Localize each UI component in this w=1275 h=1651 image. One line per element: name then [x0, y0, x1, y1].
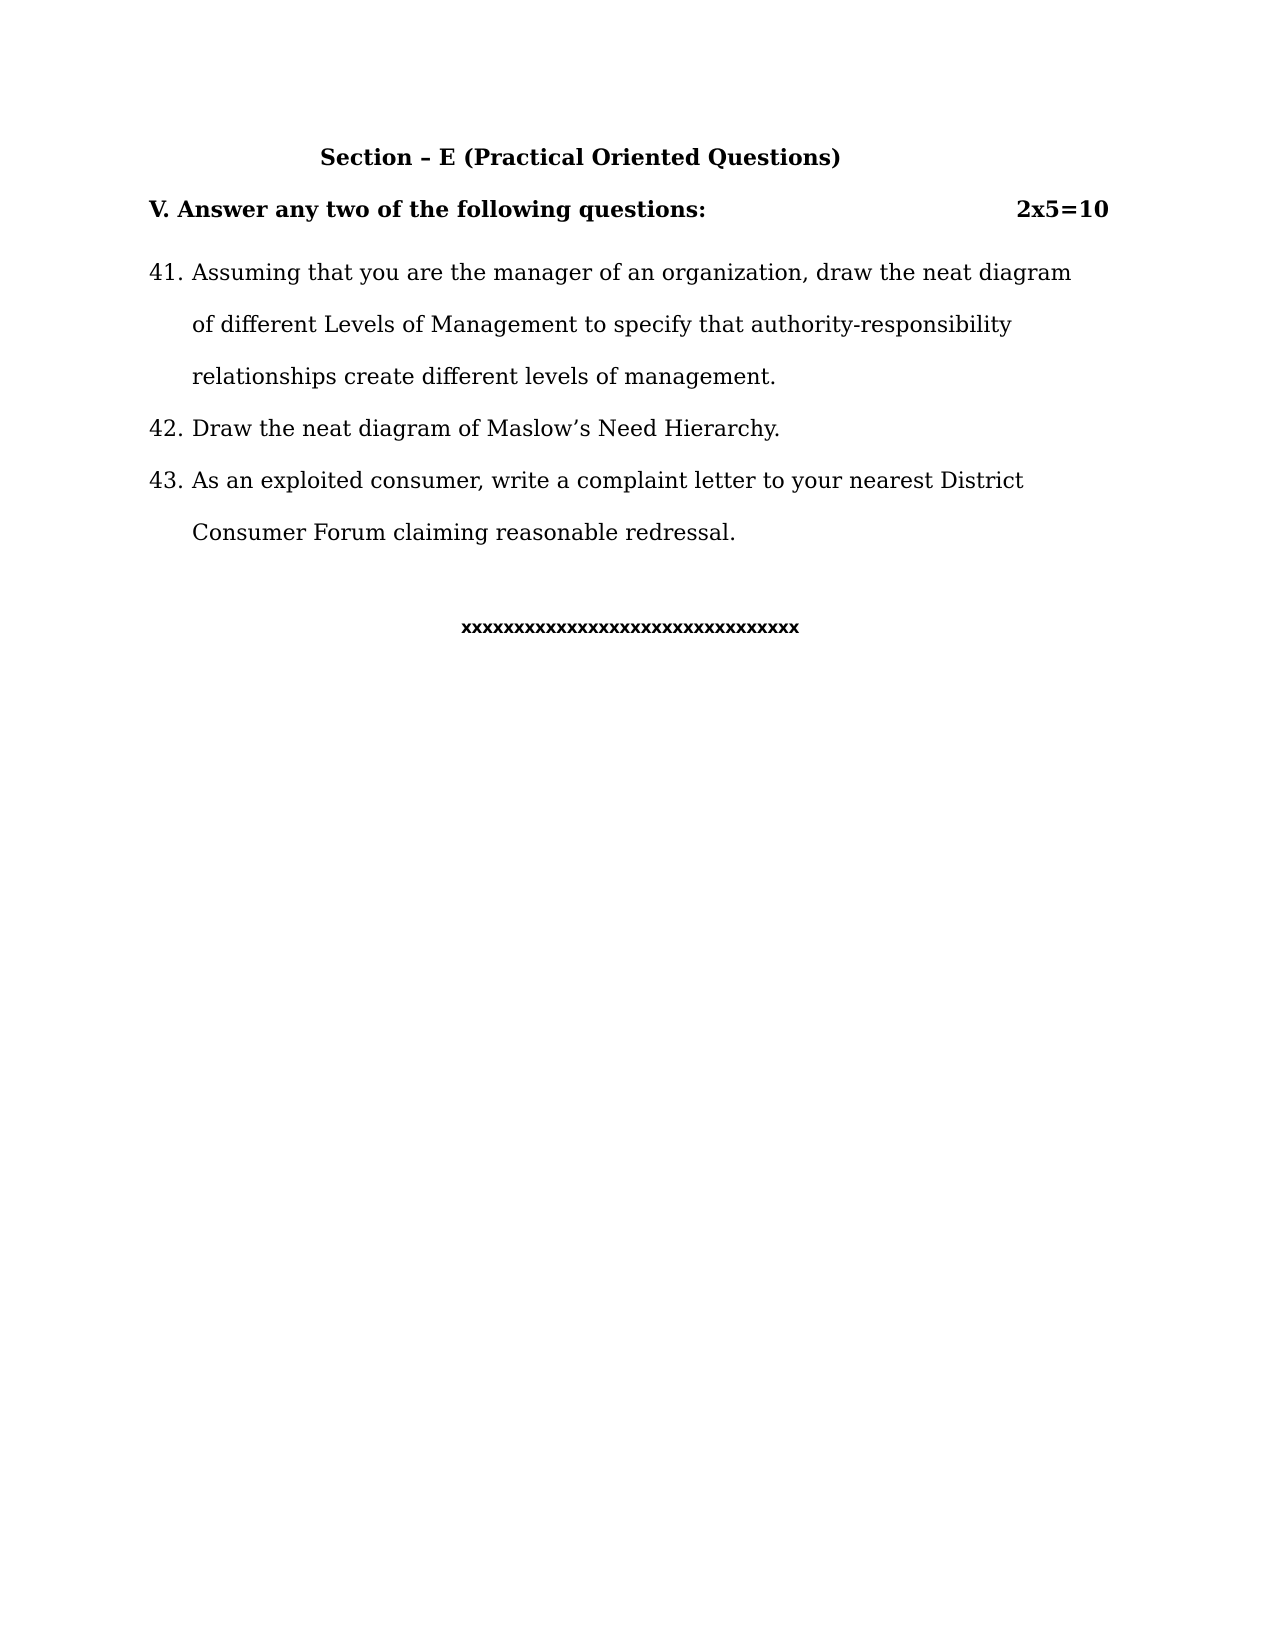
question-item [149, 248, 1089, 404]
end-of-paper-marker: xxxxxxxxxxxxxxxxxxxxxxxxxxxxxxxx [460, 618, 800, 638]
question-list [149, 248, 1089, 560]
question-text: Assuming that you are the manager of an organization, draw the neat diagram of different Levels of Management to specify that authority-responsibility relationships create different levels of management. [192, 261, 1072, 390]
instruction-text: V. Answer any two of the following questions: [149, 197, 707, 223]
question-number: 43. [149, 469, 184, 494]
question-item [149, 456, 1089, 560]
question-item [149, 404, 1089, 456]
question-number: 41. [149, 261, 184, 286]
question-number: 42. [149, 417, 184, 442]
marks-allocation: 2x5=10 [1016, 197, 1109, 223]
section-title: Section – E (Practical Oriented Questions) [320, 145, 842, 171]
question-text: As an exploited consumer, write a complaint letter to your nearest District Consumer Forum claiming reasonable redressal. [192, 469, 1024, 546]
question-text: Draw the neat diagram of Maslow’s Need Hierarchy. [192, 417, 781, 442]
instruction-row [149, 197, 1109, 223]
